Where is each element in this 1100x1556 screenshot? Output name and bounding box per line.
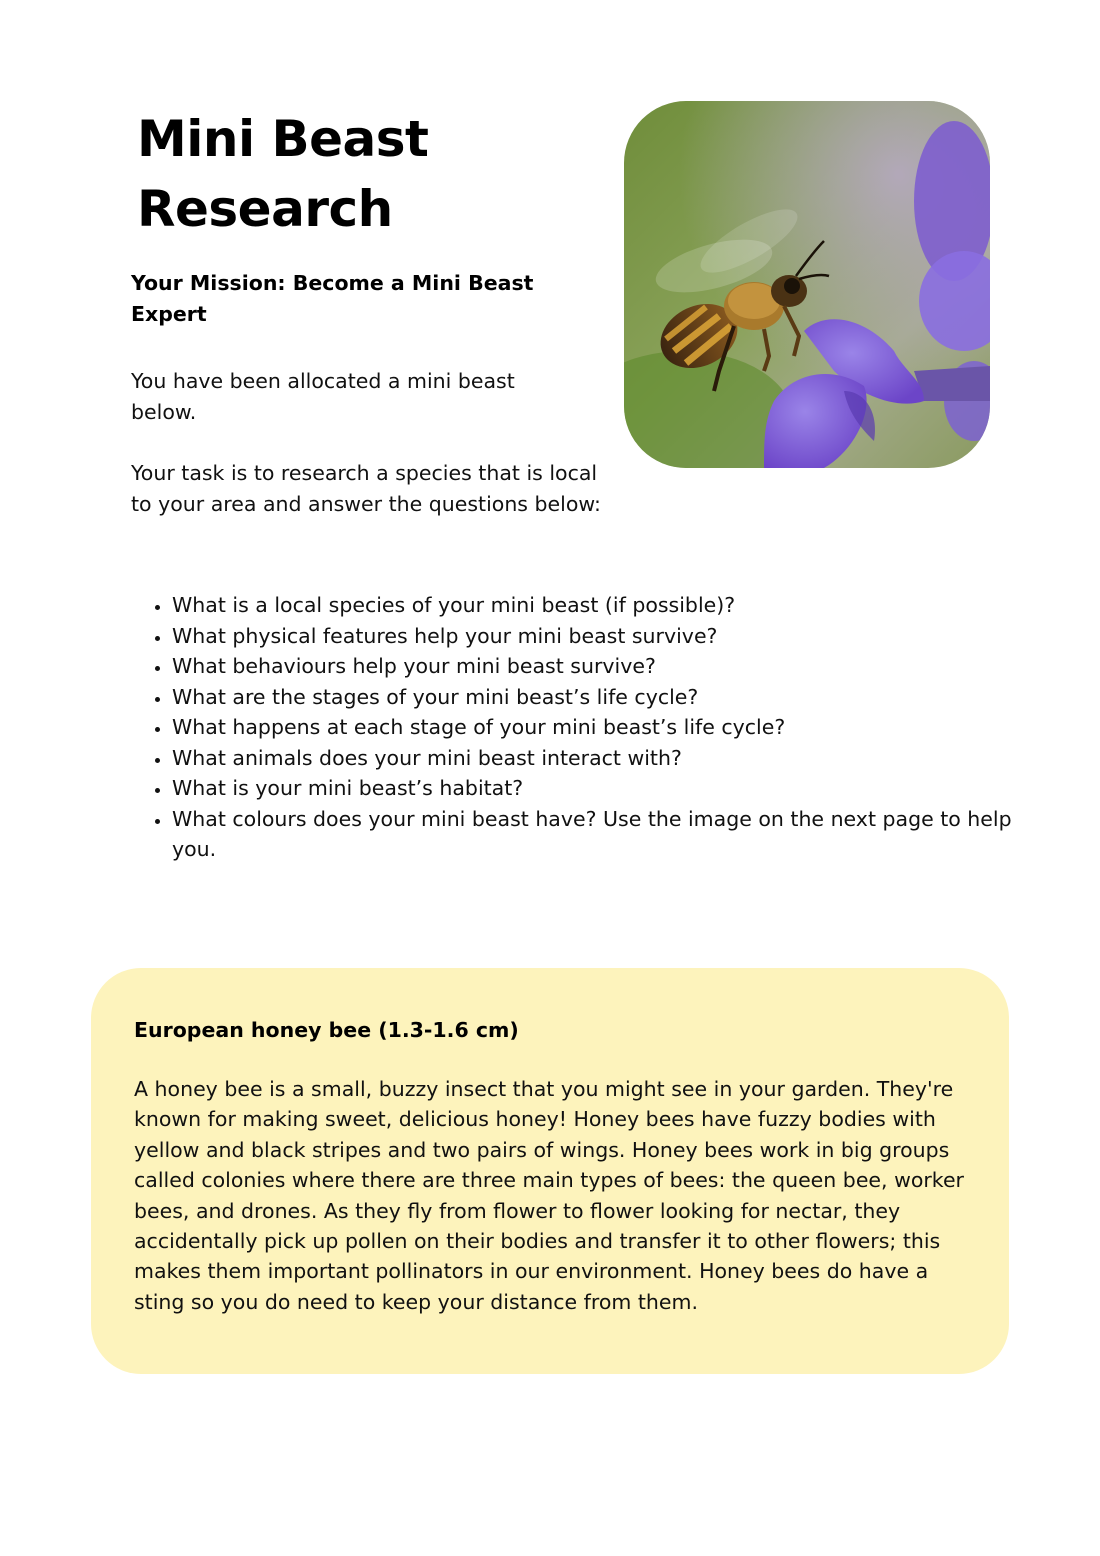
species-description: A honey bee is a small, buzzy insect that you might see in your garden. They're known for making sweet, delicious honey! Honey bees have fuzzy bodies with yellow and black stripes and two pairs of wings. Honey bees work in big groups called colonies where there are three main types of bees: the queen bee, worker bees, and drones. As they fly from flower to flower looking for nectar, they accidentally pick up pollen on their bodies and transfer it to other flowers; this makes them important pollinators in our environment. Honey bees do have a sting so you do need to keep your distance from them.	[134, 1077, 964, 1314]
question-item: • What colours does your mini beast have? Use the image on the next page to help you.	[172, 804, 1032, 865]
question-item: • What behaviours help your mini beast survive?	[172, 651, 1032, 682]
question-item: • What are the stages of your mini beast’s life cycle?	[172, 682, 1032, 713]
bee-on-flower-image	[624, 101, 990, 468]
question-item: • What is a local species of your mini beast (if possible)?	[172, 590, 1032, 621]
page-title: Mini Beast Research	[137, 110, 429, 238]
task-paragraph: Your task is to research a species that is local to your area and answer the questions below:	[131, 461, 601, 516]
research-questions-list	[131, 590, 1032, 865]
question-item: • What happens at each stage of your mini beast’s life cycle?	[172, 712, 1032, 743]
question-item: • What animals does your mini beast interact with?	[172, 743, 1032, 774]
question-item: • What physical features help your mini beast survive?	[172, 621, 1032, 652]
mission-heading: Your Mission: Become a Mini Beast Expert	[131, 271, 534, 326]
question-item: • What is your mini beast’s habitat?	[172, 773, 1032, 804]
intro-paragraph: You have been allocated a mini beast below.	[131, 369, 515, 424]
species-info-card	[91, 968, 1009, 1374]
species-heading: European honey bee (1.3-1.6 cm)	[134, 1018, 519, 1042]
